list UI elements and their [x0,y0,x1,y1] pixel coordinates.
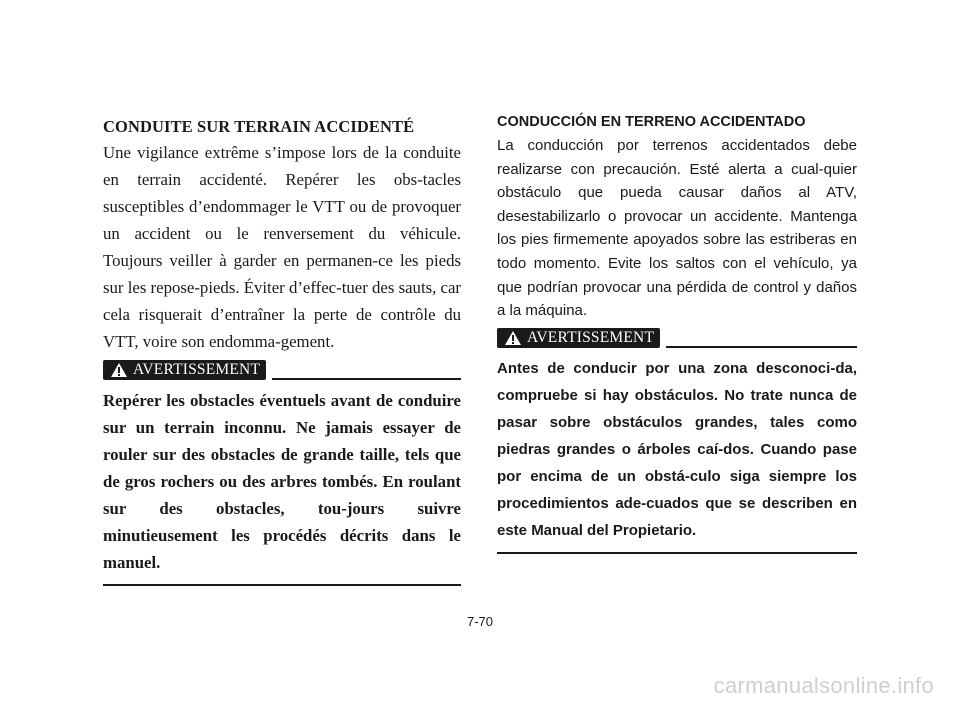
warning-rule [272,378,461,380]
warning-label: AVERTISSEMENT [527,328,655,346]
spanish-heading: CONDUCCIÓN EN TERRENO ACCIDENTADO [497,114,806,130]
warning-badge [103,360,266,380]
spanish-warning-end-rule [497,552,857,554]
warning-triangle-icon [110,362,128,378]
page-number: 7-70 [466,614,494,629]
spanish-warning-header [497,327,857,349]
warning-triangle-icon [504,330,522,346]
watermark: carmanualsonline.info [713,673,934,698]
french-body: Une vigilance extrême s’impose lors de la conduite en terrain accidenté. Repérer les obs-tacles susceptibles d’endommager le VTT ou de provoquer un accident ou le renversement du véhicule. Toujours veiller à garder en permanen-ce les pieds sur les repose-pieds. Éviter d’effec-tuer des sauts, car cela risquerait d’entraîner la perte de contrôle du VTT, voire son endomma-gement. [103,143,462,351]
french-column [103,112,461,586]
french-heading: CONDUITE SUR TERRAIN ACCIDENTÉ [103,117,415,136]
spanish-warning-text: Antes de conducir por una zona desconoci-da, compruebe si hay obstáculos. No trate nunca de pasar sobre obstáculos grandes, tales como piedras grandes o árboles caí-dos. Cuando pase por encima de un obstá-culo siga siempre los procedimientos ade-cuados que se describen en este Manual del Propietario. [497,359,857,539]
french-warning-text: Repérer les obstacles éventuels avant de conduire sur un terrain inconnu. Ne jamais essayer de rouler sur des obstacles de grande taille, tels que de gros rochers ou des arbres tombés. En roulant sur des obstacles, tou-jours suivre minutieusement les procédés décrits dans le manuel. [103,391,461,572]
warning-rule [666,346,857,348]
french-warning-header [103,359,461,381]
warning-label: AVERTISSEMENT [133,361,261,378]
spanish-column [497,112,857,554]
spanish-body: La conducción por terrenos accidentados debe realizarse con precaución. Esté alerta a cual-quier obstáculo que pueda causar daños al ATV, desestabilizarlo o provocar un accidente. Mantenga los pies firmemente apoyados sobre las estriberas en todo momento. Evite los saltos con el vehículo, ya que podrían provocar una pérdida de control y daños a la máquina. [497,137,857,320]
warning-badge [497,328,660,348]
french-warning-end-rule [103,584,461,586]
